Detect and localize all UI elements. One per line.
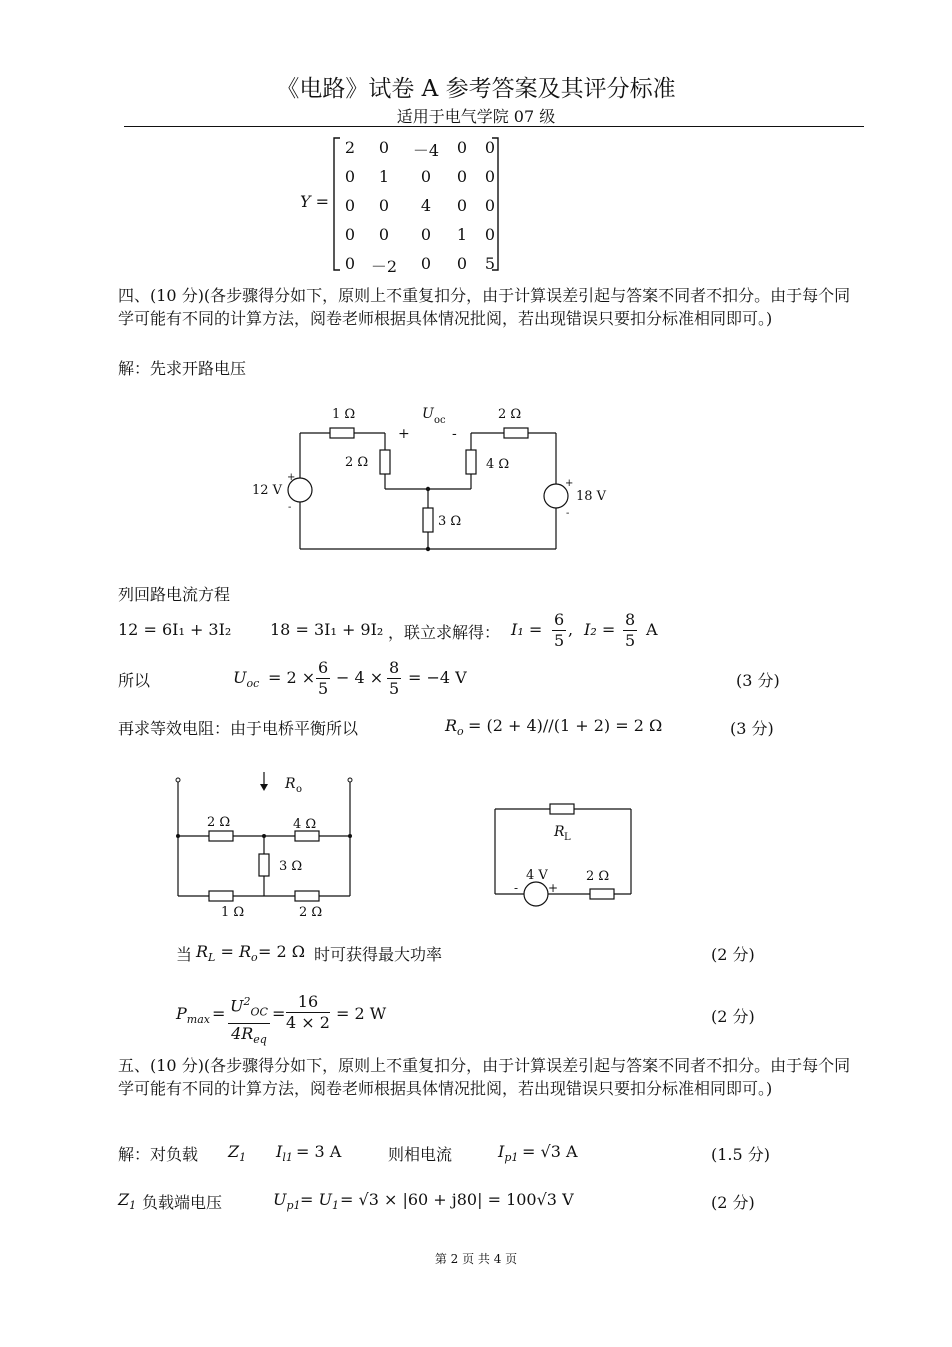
q5-line1-c: = 3 A [296, 1142, 342, 1161]
src-left-minus: - [288, 502, 292, 513]
matrix-cell: 0 [484, 138, 496, 157]
matrix-label: Y = [300, 192, 330, 211]
score-q5-1: (1.5 分) [711, 1145, 771, 1164]
ro-label: R [285, 776, 296, 792]
page-subtitle: 适用于电气学院 07 级 [396, 107, 556, 126]
matrix-cell: 1 [456, 225, 468, 244]
uoc-eq-b: − 4 × [336, 668, 384, 687]
matrix-cell: 2 [344, 138, 356, 157]
i2-frac [623, 610, 637, 651]
q5-z1: $Z_1$ [228, 1142, 247, 1165]
i2-label: I₂ = [584, 620, 616, 639]
q5-line1 [118, 1142, 818, 1168]
r-br-label: 2 Ω [299, 905, 323, 920]
q5-line1-f: = √3 A [522, 1142, 578, 1161]
header-rule [124, 126, 864, 127]
maxpower-rl: $R_L = R_o$ [196, 942, 258, 965]
req-eq: = (2 + 4)//(1 + 2) = 2 Ω [468, 716, 663, 735]
matrix-cell: 0 [456, 167, 468, 186]
q5-intro: 五、(10 分)(各步骤得分如下，原则上不重复扣分，由于计算误差引起与答案不同者不扣分。由于每个同学可能有不同的计算方法，阅卷老师根据具体情况批阅，若出现错误只要扣分标准相同即可。) [118, 1056, 851, 1098]
src-left-plus: + [287, 472, 296, 483]
src-4v-minus: - [514, 881, 519, 895]
r-bl-label: 1 Ω [221, 905, 245, 920]
r-top-left-label: 1 Ω [332, 407, 356, 422]
matrix-cell: 1 [378, 167, 390, 186]
matrix-cell: 0 [420, 167, 432, 186]
maxpower-b: = 2 Ω [258, 942, 306, 961]
matrix-cell: 0 [484, 225, 496, 244]
q5-up1: $U_{p1}$ [273, 1190, 301, 1213]
q5-line2-b: = √3 × |60 + j80| = 100√3 V [340, 1190, 574, 1209]
uoc-frac1-den: 5 [318, 679, 329, 698]
q5-z1b: $Z_1$ [118, 1190, 137, 1213]
r-mid-left-label: 2 Ω [345, 455, 369, 470]
page-footer: 第 2 页 共 4 页 [434, 1252, 518, 1266]
uoc-eq-c: = −4 V [408, 668, 467, 687]
q5-ip1: $I_{p1}$ [498, 1142, 519, 1165]
eq-solve: ，联立求解得： [388, 623, 501, 642]
matrix-cell: 0 [456, 138, 468, 157]
src-4v-plus: + [548, 881, 559, 895]
src-4v-label: 4 V [526, 868, 548, 883]
matrix-cell: 0 [456, 196, 468, 215]
r-mid-label: 3 Ω [279, 859, 303, 874]
circuit-open-voltage [240, 398, 620, 558]
i-sep: , [568, 620, 574, 639]
r-mid-right-label: 4 Ω [486, 457, 510, 472]
uoc-frac1 [316, 658, 330, 699]
maxpower-line [176, 942, 776, 968]
page-title: 《电路》试卷 A 参考答案及其评分标准 [276, 76, 676, 102]
req-line [118, 716, 818, 742]
matrix-cell: 0 [420, 225, 432, 244]
score-uoc: (3 分) [736, 671, 780, 690]
i2-den: 5 [625, 631, 636, 650]
uoc-minus: - [452, 426, 457, 442]
matrix-cell: 0 [344, 196, 356, 215]
pmax-frac1 [228, 992, 270, 1050]
uoc-frac1-num: 6 [318, 658, 329, 677]
q5-line1-a: 解：对负载 [118, 1145, 199, 1164]
matrix-cell: 0 [344, 225, 356, 244]
pmax-frac1-num: $U^2_{OC}$ [228, 992, 270, 1024]
matrix-cell: －4 [412, 141, 440, 160]
pmax-frac1-den: $4R_{eq}$ [231, 1023, 267, 1046]
maxpower-c: 时可获得最大功率 [314, 945, 443, 964]
uoc-sub: oc [434, 415, 446, 426]
uoc-frac2-num: 8 [389, 658, 400, 677]
req-text: 再求等效电阻：由于电桥平衡所以 [118, 719, 359, 738]
admittance-matrix [300, 134, 510, 274]
loop-text: 列回路电流方程 [118, 585, 231, 604]
src-left-label: 12 V [252, 483, 283, 498]
score-q5-2: (2 分) [711, 1193, 755, 1212]
i1-frac [552, 610, 566, 651]
pmax-frac2-num: 16 [286, 992, 330, 1013]
score-req: (3 分) [730, 719, 774, 738]
amp-unit: A [646, 620, 658, 639]
i2-num: 8 [625, 610, 636, 629]
matrix-cell: 0 [420, 254, 432, 273]
r-thev-label: 2 Ω [586, 869, 610, 884]
matrix-cell: 0 [378, 138, 390, 157]
i1-num: 6 [554, 610, 565, 629]
pmax-eq2: = [272, 1004, 286, 1023]
matrix-cell: 4 [420, 196, 432, 215]
pmax-frac2 [286, 992, 330, 1033]
pmax-line [176, 990, 776, 1046]
q5-line1-d: 则相电流 [388, 1145, 453, 1164]
r-tl-label: 2 Ω [207, 815, 231, 830]
matrix-cell: 0 [484, 167, 496, 186]
q5-line2-a: 负载端电压 [142, 1193, 223, 1212]
rl-sub: L [564, 832, 571, 843]
uoc-eq-label: $U_{oc}$ [233, 668, 260, 691]
uoc-frac2 [387, 658, 401, 699]
uoc-frac2-den: 5 [389, 679, 400, 698]
i1-den: 5 [554, 631, 565, 650]
q4-intro: 四、(10 分)(各步骤得分如下，原则上不重复扣分，由于计算误差引起与答案不同者不扣分。由于每个同学可能有不同的计算方法，阅卷老师根据具体情况批阅，若出现错误只要扣分标准相同即可。) [118, 286, 851, 328]
circuit-equivalent-resistance [165, 766, 365, 922]
eq1: 12 = 6I₁ + 3I₂ [118, 620, 232, 639]
eq2: 18 = 3I₁ + 9I₂ [270, 620, 384, 639]
pmax-eq1: = [212, 1004, 226, 1023]
q5-line2 [118, 1190, 818, 1216]
matrix-cell: 5 [484, 254, 496, 273]
uoc-eq-a: = 2 × [268, 668, 316, 687]
uoc-result [118, 656, 818, 702]
pmax-frac2-den: 4 × 2 [286, 1013, 330, 1032]
matrix-cell: 0 [484, 196, 496, 215]
pmax-label: $P_{max}$ [176, 1004, 210, 1027]
score-pmax: (2 分) [711, 1007, 755, 1026]
matrix-cell: 0 [344, 254, 356, 273]
src-right-plus: + [565, 478, 574, 489]
q4-solution-start: 解：先求开路电压 [118, 359, 247, 378]
src-right-minus: - [566, 508, 570, 519]
matrix-cell: 0 [344, 167, 356, 186]
uoc-label: U [422, 406, 434, 422]
r-tr-label: 4 Ω [293, 817, 317, 832]
q5-il1: $I_{l1}$ [276, 1142, 293, 1165]
matrix-cell: 0 [378, 225, 390, 244]
pmax-result: = 2 W [336, 1004, 387, 1023]
req-label: $R_o$ [445, 716, 464, 739]
ro-sub: o [296, 784, 303, 795]
src-right-label: 18 V [576, 489, 607, 504]
so-label: 所以 [118, 671, 151, 690]
uoc-plus: + [398, 426, 410, 442]
maxpower-a: 当 [176, 945, 193, 964]
matrix-cell: 0 [378, 196, 390, 215]
q5-u1: = $U_1$ [300, 1190, 339, 1213]
i1-label: I₁ = [511, 620, 543, 639]
r-top-right-label: 2 Ω [498, 407, 522, 422]
circuit-thevenin [490, 796, 640, 908]
matrix-cell: 0 [456, 254, 468, 273]
matrix-cell: －2 [370, 257, 398, 276]
rl-label: R [554, 824, 565, 840]
score-maxpower: (2 分) [711, 945, 755, 964]
r-bottom-label: 3 Ω [438, 514, 462, 529]
